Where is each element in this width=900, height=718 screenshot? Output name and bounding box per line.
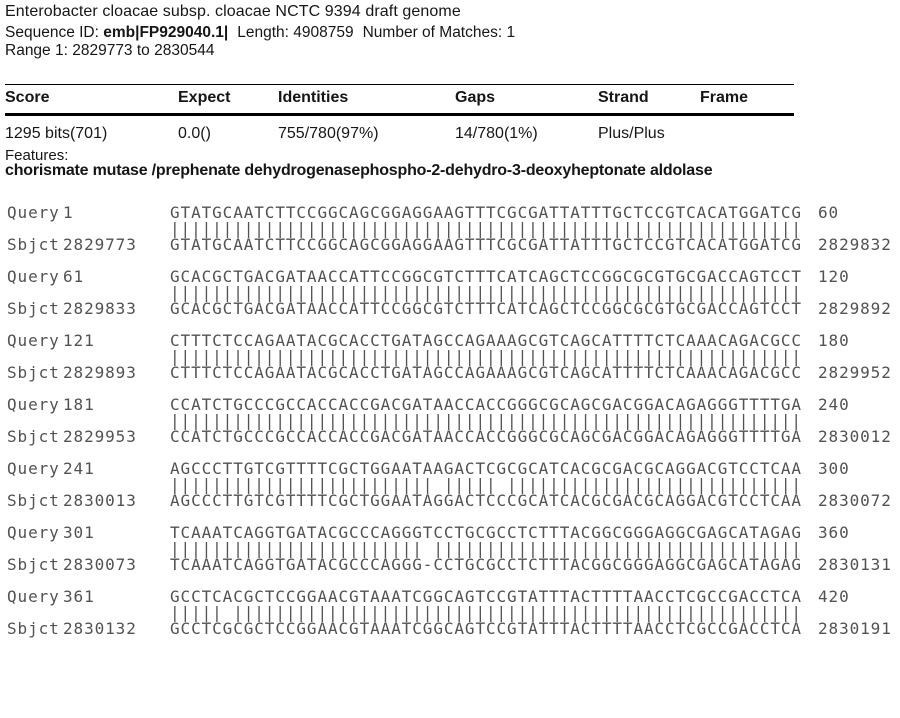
sbjct-label: Sbjct <box>7 299 60 318</box>
alignment-block <box>7 523 892 574</box>
sbjct-sequence: GTATGCAATCTTCCGGCAGCGGAGGAAGTTTCGCGATTATTTGCTCCGTCACATGGATCG <box>170 235 802 254</box>
sbjct-sequence: AGCCCTTGTCGTTTTCGCTGGAATAGGACTCCCGCATCACGCGACGCAGGACGTCCTCAA <box>170 491 802 510</box>
sbjct-label: Sbjct <box>7 235 60 254</box>
stats-header-row <box>5 84 794 116</box>
alignment-section <box>7 203 892 653</box>
features-label: Features: <box>5 147 69 164</box>
sbjct-line <box>7 619 892 638</box>
query-sequence: CCATCTGCCCGCCACCACCGACGATAACCACCGGGCGCAGCGACGGACAGAGGGTTTTGA <box>170 395 802 414</box>
query-label: Query <box>7 331 60 350</box>
query-label: Query <box>7 203 60 222</box>
query-sequence: GCACGCTGACGATAACCATTCCGGCGTCTTTCATCAGCTCCGGCGCGTGCGACCAGTCCT <box>170 267 802 286</box>
query-end-position: 120 <box>818 267 850 286</box>
match-bars: |||||||||||||||||||||||||||||||||||||||||||||||||||||||||||| <box>170 219 802 238</box>
strand-value: Plus/Plus <box>598 125 665 142</box>
query-start-position: 181 <box>63 395 95 414</box>
query-end-position: 240 <box>818 395 850 414</box>
query-label: Query <box>7 395 60 414</box>
query-line <box>7 395 850 414</box>
sbjct-label: Sbjct <box>7 555 60 574</box>
sbjct-start-position: 2830132 <box>63 619 137 638</box>
alignment-block <box>7 395 892 446</box>
sbjct-start-position: 2829833 <box>63 299 137 318</box>
query-end-position: 360 <box>818 523 850 542</box>
sbjct-sequence: TCAAATCAGGTGATACGCCCAGGG-CCTGCGCCTCTTTACGGCGGGAGGCGAGCATAGAG <box>170 555 802 574</box>
sbjct-start-position: 2830073 <box>63 555 137 574</box>
query-start-position: 1 <box>63 203 74 222</box>
query-sequence: GTATGCAATCTTCCGGCAGCGGAGGAAGTTTCGCGATTATTTGCTCCGTCACATGGATCG <box>170 203 802 222</box>
query-line <box>7 331 850 350</box>
genome-title: Enterobacter cloacae subsp. cloacae NCTC 9394 draft genome <box>5 3 461 20</box>
sbjct-label: Sbjct <box>7 491 60 510</box>
query-line <box>7 203 840 222</box>
match-bars: |||||||||||||||||||||||||||||||||||||||||||||||||||||||||||| <box>170 347 802 366</box>
query-label: Query <box>7 587 60 606</box>
identities-value: 755/780(97%) <box>278 125 379 142</box>
query-line <box>7 459 850 478</box>
sbjct-line <box>7 555 892 574</box>
sbjct-end-position: 2829892 <box>818 299 892 318</box>
match-bars: ||||| |||||||||||||||||||||||||||||||||||||||||||||||||||||| <box>170 603 802 622</box>
sbjct-sequence: GCCTCGCGCTCCGGAACGTAAATCGGCAGTCCGTATTTACTTTTAACCTCGCCGACCTCA <box>170 619 802 638</box>
expect-value: 0.0() <box>178 125 211 142</box>
column-header-gaps: Gaps <box>455 89 496 106</box>
sbjct-label: Sbjct <box>7 619 60 638</box>
sbjct-start-position: 2830013 <box>63 491 137 510</box>
stats-value-row <box>5 116 794 143</box>
match-bars: |||||||||||||||||||||||||||||||||||||||||||||||||||||||||||| <box>170 283 802 302</box>
query-label: Query <box>7 523 60 542</box>
sbjct-line <box>7 363 892 382</box>
alignment-block <box>7 587 892 638</box>
match-bars: |||||||||||||||||||||||||||||||||||||||||||||||||||||||||||| <box>170 411 802 430</box>
alignment-block <box>7 459 892 510</box>
query-label: Query <box>7 267 60 286</box>
sequence-id: emb|FP929040.1| <box>103 24 229 41</box>
query-label: Query <box>7 459 60 478</box>
query-start-position: 361 <box>63 587 95 606</box>
sbjct-sequence: GCACGCTGACGATAACCATTCCGGCGTCTTTCATCAGCTCCGGCGCGTGCGACCAGTCCT <box>170 299 802 318</box>
sbjct-start-position: 2829773 <box>63 235 137 254</box>
query-start-position: 241 <box>63 459 95 478</box>
sbjct-line <box>7 299 892 318</box>
sbjct-label: Sbjct <box>7 427 60 446</box>
alignment-block <box>7 331 892 382</box>
sbjct-start-position: 2829893 <box>63 363 137 382</box>
query-line <box>7 523 850 542</box>
sequence-length: Length: 4908759 <box>237 24 354 41</box>
column-header-score: Score <box>5 89 50 106</box>
query-start-position: 301 <box>63 523 95 542</box>
stats-table <box>5 84 794 143</box>
query-sequence: GCCTCACGCTCCGGAACGTAAATCGGCAGTCCGTATTTACTTTTAACCTCGCCGACCTCA <box>170 587 802 606</box>
sbjct-end-position: 2829832 <box>818 235 892 254</box>
number-of-matches: Number of Matches: 1 <box>362 24 516 41</box>
match-bars: |||||||||||||||||||||||| ||||||||||||||||||||||||||||||||||| <box>170 539 802 558</box>
column-header-frame: Frame <box>700 89 749 106</box>
query-end-position: 300 <box>818 459 850 478</box>
sbjct-label: Sbjct <box>7 363 60 382</box>
match-bars: ||||||||||||||||||||||||| ||||| |||||||||||||||||||||||||||| <box>170 475 802 494</box>
query-sequence: TCAAATCAGGTGATACGCCCAGGGTCCTGCGCCTCTTTACGGCGGGAGGCGAGCATAGAG <box>170 523 802 542</box>
query-sequence: CTTTCTCCAGAATACGCACCTGATAGCCAGAAAGCGTCAGCATTTTCTCAAACAGACGCC <box>170 331 802 350</box>
query-start-position: 61 <box>63 267 85 286</box>
column-header-strand: Strand <box>598 89 649 106</box>
sbjct-end-position: 2830191 <box>818 619 892 638</box>
column-header-identities: Identities <box>278 89 349 106</box>
sbjct-end-position: 2829952 <box>818 363 892 382</box>
alignment-block <box>7 203 892 254</box>
query-start-position: 121 <box>63 331 95 350</box>
score-value: 1295 bits(701) <box>5 125 108 142</box>
sbjct-end-position: 2830131 <box>818 555 892 574</box>
query-end-position: 60 <box>818 203 840 222</box>
sbjct-end-position: 2830012 <box>818 427 892 446</box>
sbjct-sequence: CTTTCTCCAGAATACGCACCTGATAGCCAGAAAGCGTCAGCATTTTCTCAAACAGACGCC <box>170 363 802 382</box>
query-end-position: 420 <box>818 587 850 606</box>
query-end-position: 180 <box>818 331 850 350</box>
gaps-value: 14/780(1%) <box>455 125 538 142</box>
sequence-info-line <box>5 24 515 42</box>
features-value: chorismate mutase /prephenate dehydrogenasephospho-2-dehydro-3-deoxyheptonate aldolase <box>5 162 713 179</box>
query-line <box>7 267 850 286</box>
sbjct-line <box>7 491 892 510</box>
query-sequence: AGCCCTTGTCGTTTTCGCTGGAATAAGACTCGCGCATCACGCGACGCAGGACGTCCTCAA <box>170 459 802 478</box>
sbjct-line <box>7 235 892 254</box>
sequence-id-label: Sequence ID: <box>5 24 104 41</box>
sbjct-sequence: CCATCTGCCCGCCACCACCGACGATAACCACCGGGCGCAGCGACGGACAGAGGGTTTTGA <box>170 427 802 446</box>
sbjct-start-position: 2829953 <box>63 427 137 446</box>
sbjct-line <box>7 427 892 446</box>
column-header-expect: Expect <box>178 89 231 106</box>
alignment-block <box>7 267 892 318</box>
query-line <box>7 587 850 606</box>
range-line: Range 1: 2829773 to 2830544 <box>5 42 215 59</box>
frame-value <box>700 125 794 143</box>
sbjct-end-position: 2830072 <box>818 491 892 510</box>
